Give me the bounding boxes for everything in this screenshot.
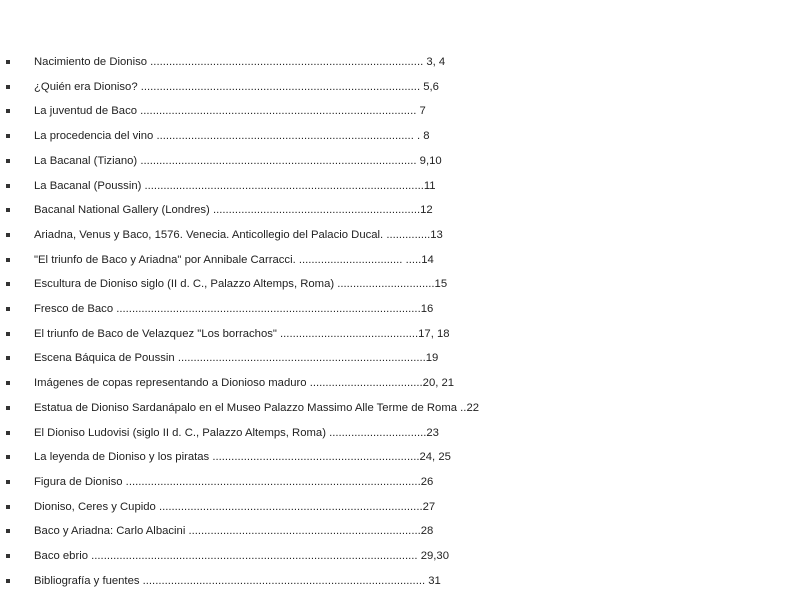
bullet-icon	[6, 85, 10, 89]
bullet-icon	[6, 505, 10, 509]
bullet-icon	[6, 381, 10, 385]
bullet-icon	[6, 282, 10, 286]
toc-entry: Escultura de Dioniso siglo (II d. C., Palazzo Altemps, Roma) ...............................15	[34, 278, 448, 290]
toc-entry: Baco ebrio ........................................................................................................ 29,30	[34, 550, 449, 562]
bullet-icon	[6, 134, 10, 138]
toc-entry: Bibliografía y fuentes .......................................................................................... 31	[34, 575, 441, 587]
bullet-icon	[6, 579, 10, 583]
toc-entry: La Bacanal (Tiziano) ........................................................................................ 9,10	[34, 155, 442, 167]
toc-entry: La procedencia del vino .................................................................................. . 8	[34, 130, 430, 142]
bullet-icon	[6, 554, 10, 558]
toc-entry: El triunfo de Baco de Velazquez "Los borrachos" ............................................17, 18	[34, 328, 450, 340]
bullet-icon	[6, 406, 10, 410]
bullet-icon	[6, 529, 10, 533]
bullet-icon	[6, 480, 10, 484]
toc-entry: Figura de Dioniso ..............................................................................................26	[34, 476, 434, 488]
bullet-icon	[6, 332, 10, 336]
toc-entry: ¿Quién era Dioniso? ......................................................................................... 5,6	[34, 81, 439, 93]
toc-entry: La Bacanal (Poussin) .........................................................................................11	[34, 180, 436, 192]
bullet-icon	[6, 455, 10, 459]
bullet-icon	[6, 184, 10, 188]
bullet-icon	[6, 431, 10, 435]
bullet-icon	[6, 60, 10, 64]
toc-entry: Ariadna, Venus y Baco, 1576. Venecia. Anticollegio del Palacio Ducal. ..............13	[34, 229, 443, 241]
bullet-icon	[6, 159, 10, 163]
toc-entry: La leyenda de Dioniso y los piratas ..................................................................24, 25	[34, 451, 451, 463]
toc-entry: La juventud de Baco ........................................................................................ 7	[34, 105, 426, 117]
toc-entry: Escena Báquica de Poussin ...............................................................................19	[34, 352, 439, 364]
toc-entry: Nacimiento de Dioniso ....................................................................................... 3, 4	[34, 56, 446, 68]
toc-entry: Dioniso, Ceres y Cupido ....................................................................................27	[34, 501, 436, 513]
bullet-icon	[6, 233, 10, 237]
toc-entry: Bacanal National Gallery (Londres) ..................................................................12	[34, 204, 433, 216]
toc-entry: El Dioniso Ludovisi (siglo II d. C., Palazzo Altemps, Roma) ...............................23	[34, 427, 439, 439]
bullet-icon	[6, 208, 10, 212]
toc-entry: Baco y Ariadna: Carlo Albacini ..........................................................................28	[34, 525, 434, 537]
toc-entry: Estatua de Dioniso Sardanápalo en el Museo Palazzo Massimo Alle Terme de Roma ..22	[34, 402, 480, 414]
bullet-icon	[6, 307, 10, 311]
bullet-icon	[6, 258, 10, 262]
bullet-icon	[6, 109, 10, 113]
toc-entry: Imágenes de copas representando a Dionioso maduro ....................................20, 21	[34, 377, 455, 389]
toc-entry: "El triunfo de Baco y Ariadna" por Annibale Carracci. ................................. .....14	[34, 254, 434, 266]
toc-entry: Fresco de Baco .................................................................................................16	[34, 303, 434, 315]
bullet-icon	[6, 356, 10, 360]
